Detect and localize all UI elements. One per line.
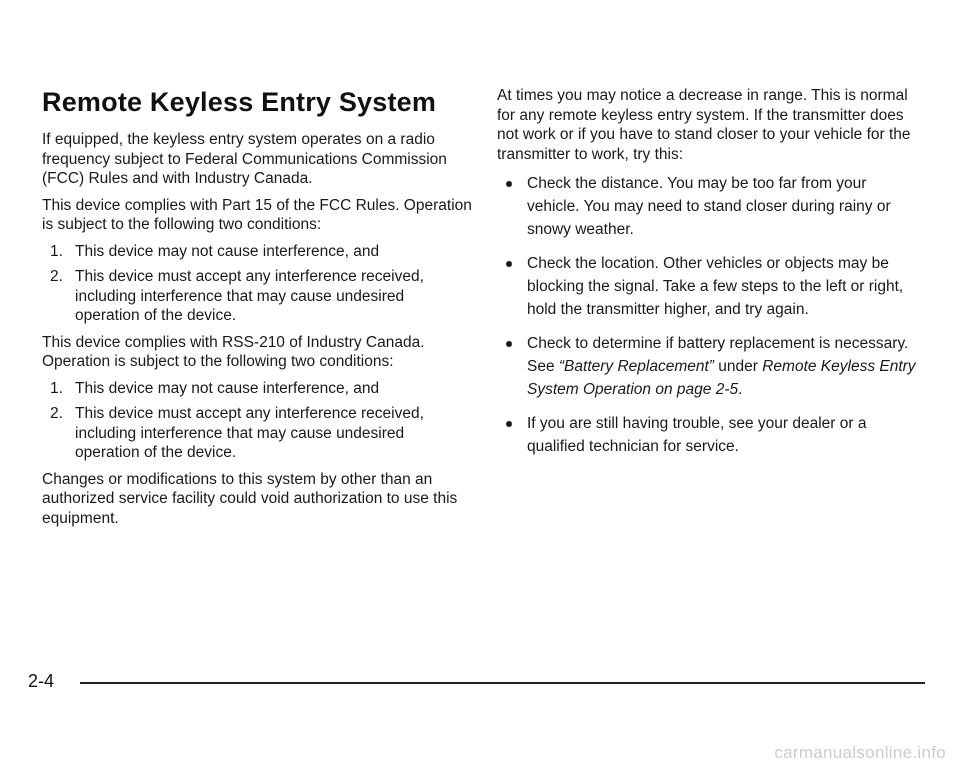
ic-conditions-list	[42, 379, 472, 463]
page-reference-link[interactable]: Remote Keyless Entry System Operation on page 2-5	[527, 358, 916, 398]
range-paragraph: At times you may notice a decrease in range. This is normal for any remote keyless entry system. If the transmitter does not work or if you have to stand closer to your vehicle for the transmitter to work, try this:	[497, 87, 911, 163]
list-item	[42, 267, 472, 326]
list-item	[497, 412, 917, 458]
bullet-icon	[506, 341, 512, 347]
list-item	[497, 172, 917, 241]
list-number: 2.	[50, 405, 63, 422]
troubleshooting-list	[497, 172, 917, 458]
fcc-paragraph: This device complies with Part 15 of the FCC Rules. Operation is subject to the following two conditions:	[42, 196, 472, 233]
intro-paragraph: If equipped, the keyless entry system operates on a radio frequency subject to Federal Communications Commission (FCC) Rules and with Industry Canada.	[42, 131, 447, 187]
list-item	[42, 404, 472, 463]
industry-canada-paragraph: This device complies with RSS-210 of Industry Canada. Operation is subject to the following two conditions:	[42, 333, 425, 370]
bullet-text: If you are still having trouble, see your dealer or a qualified technician for service.	[527, 415, 867, 455]
page-number: 2-4	[28, 671, 55, 691]
bullet-text-after: .	[738, 381, 743, 398]
left-column	[42, 86, 472, 535]
list-number: 1.	[50, 242, 63, 260]
section-title: Remote Keyless Entry System	[42, 87, 437, 117]
list-text: This device must accept any interference received, including interference that may cause undesired operation of the device.	[75, 405, 424, 461]
bullet-text: Check the distance. You may be too far from your vehicle. You may need to stand closer during rainy or snowy weather.	[527, 175, 891, 238]
footer-rule	[80, 682, 925, 684]
list-text: This device may not cause interference, and	[75, 242, 380, 260]
fcc-conditions-list	[42, 242, 472, 326]
list-text: This device must accept any interference received, including interference that may cause undesired operation of the device.	[75, 268, 424, 324]
battery-replacement-reference: “Battery Replacement”	[558, 358, 714, 375]
page-footer	[28, 670, 928, 694]
bullet-text-middle: under	[713, 358, 763, 375]
bullet-icon	[506, 421, 512, 427]
list-number: 2.	[50, 268, 63, 285]
list-item	[497, 332, 917, 401]
bullet-text: Check the location. Other vehicles or objects may be blocking the signal. Take a few steps to the left or right, hold the transmitter higher, and try again.	[527, 255, 904, 318]
bullet-text-before: Check to determine if battery replacement is necessary. See	[527, 335, 909, 375]
right-column	[497, 86, 917, 469]
bullet-icon	[506, 181, 512, 187]
list-number: 1.	[50, 379, 63, 397]
watermark: carmanualsonline.info	[774, 743, 946, 762]
modifications-paragraph: Changes or modifications to this system by other than an authorized service facility could void authorization to use this equipment.	[42, 470, 458, 527]
list-item	[42, 242, 472, 262]
bullet-icon	[506, 261, 512, 267]
list-item	[42, 379, 472, 399]
list-text: This device may not cause interference, and	[75, 379, 380, 397]
list-item	[497, 252, 917, 321]
